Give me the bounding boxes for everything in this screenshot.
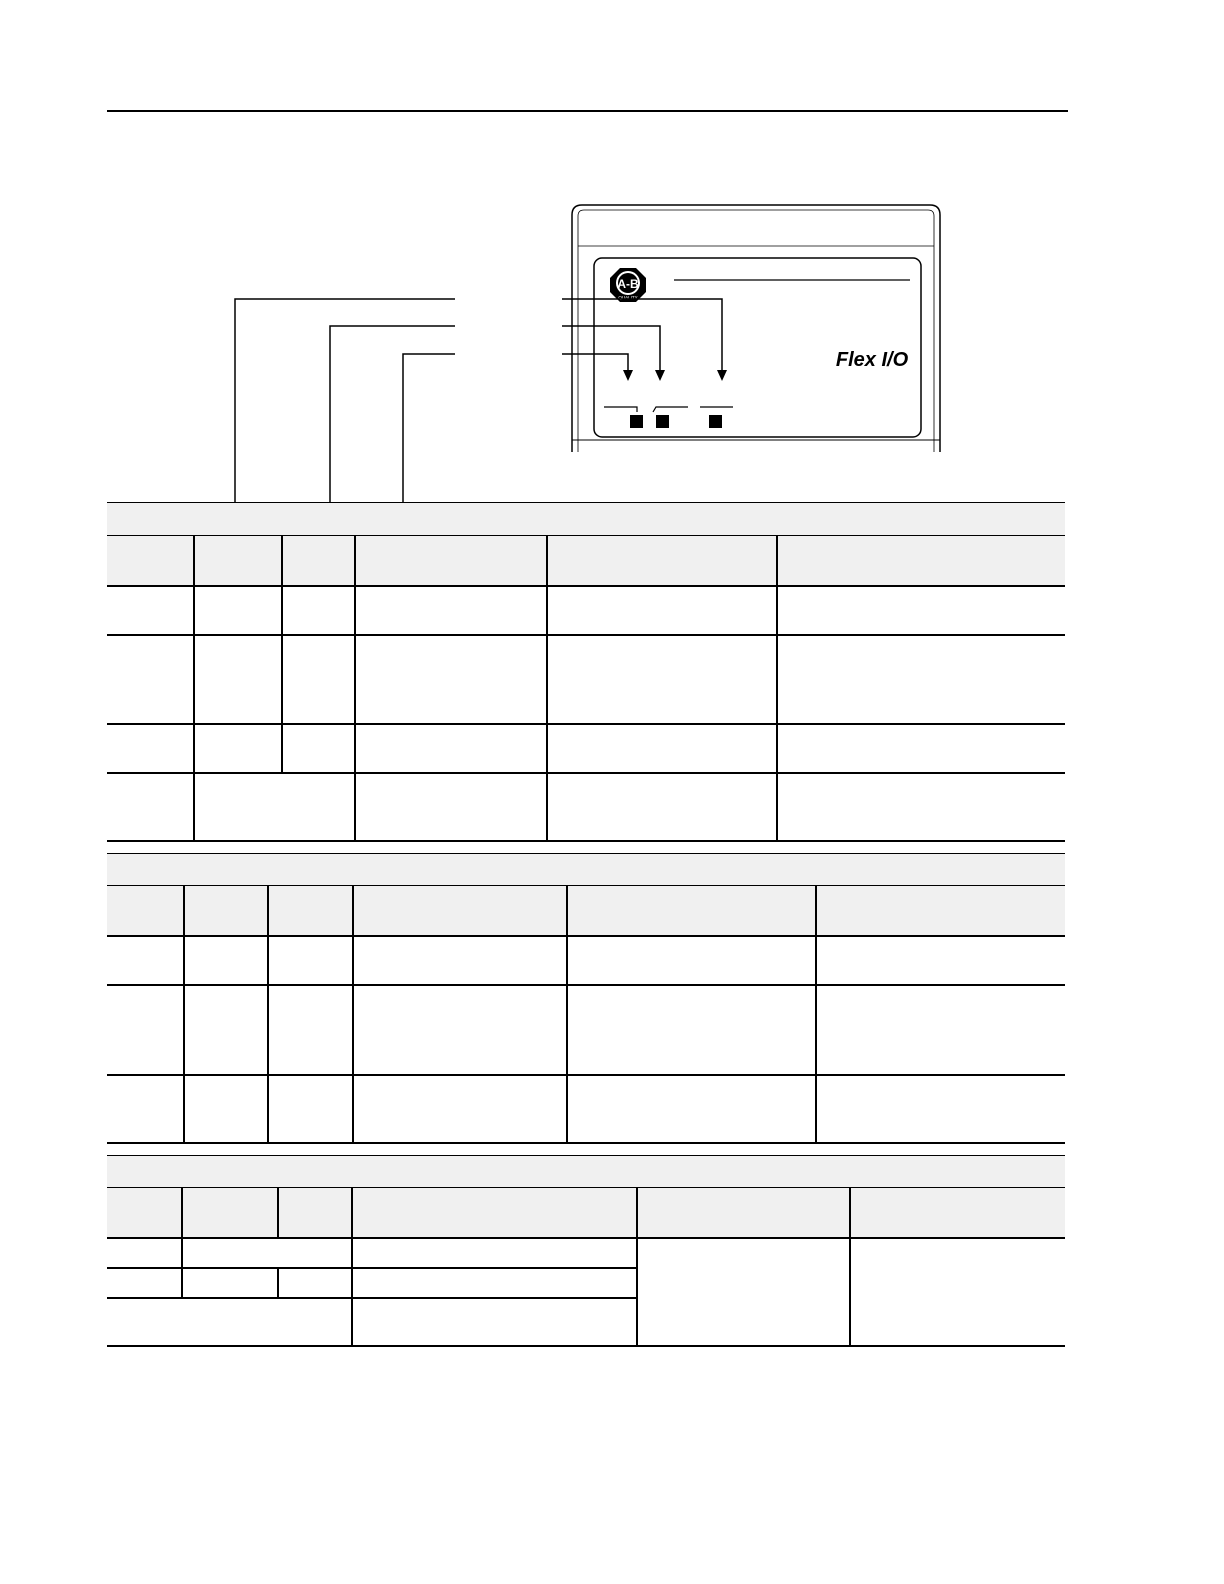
status-table-1	[107, 502, 1065, 842]
status-table-3	[107, 1155, 1065, 1350]
ab-logo-icon	[610, 268, 646, 302]
indicator-led-2	[656, 415, 669, 428]
status-table-2	[107, 853, 1065, 1145]
table-2-title	[107, 853, 1065, 887]
module-diagram	[0, 0, 1224, 510]
table-1-header-row	[107, 536, 1065, 585]
table-3-title	[107, 1155, 1065, 1189]
ab-logo-text: A-B	[617, 277, 639, 291]
ab-logo-subtext: QUALITY	[618, 295, 638, 300]
module-housing	[572, 205, 940, 452]
flex-io-brand: Flex I/O	[835, 349, 909, 371]
indicator-led-3	[709, 415, 722, 428]
indicator-led-1	[630, 415, 643, 428]
arrow-heads	[623, 370, 727, 381]
table-2-header-row	[107, 886, 1065, 935]
leader-lines	[235, 299, 722, 502]
indicator-brackets	[604, 407, 733, 412]
table-1-title	[107, 502, 1065, 537]
table-3-header-row	[107, 1188, 1065, 1237]
